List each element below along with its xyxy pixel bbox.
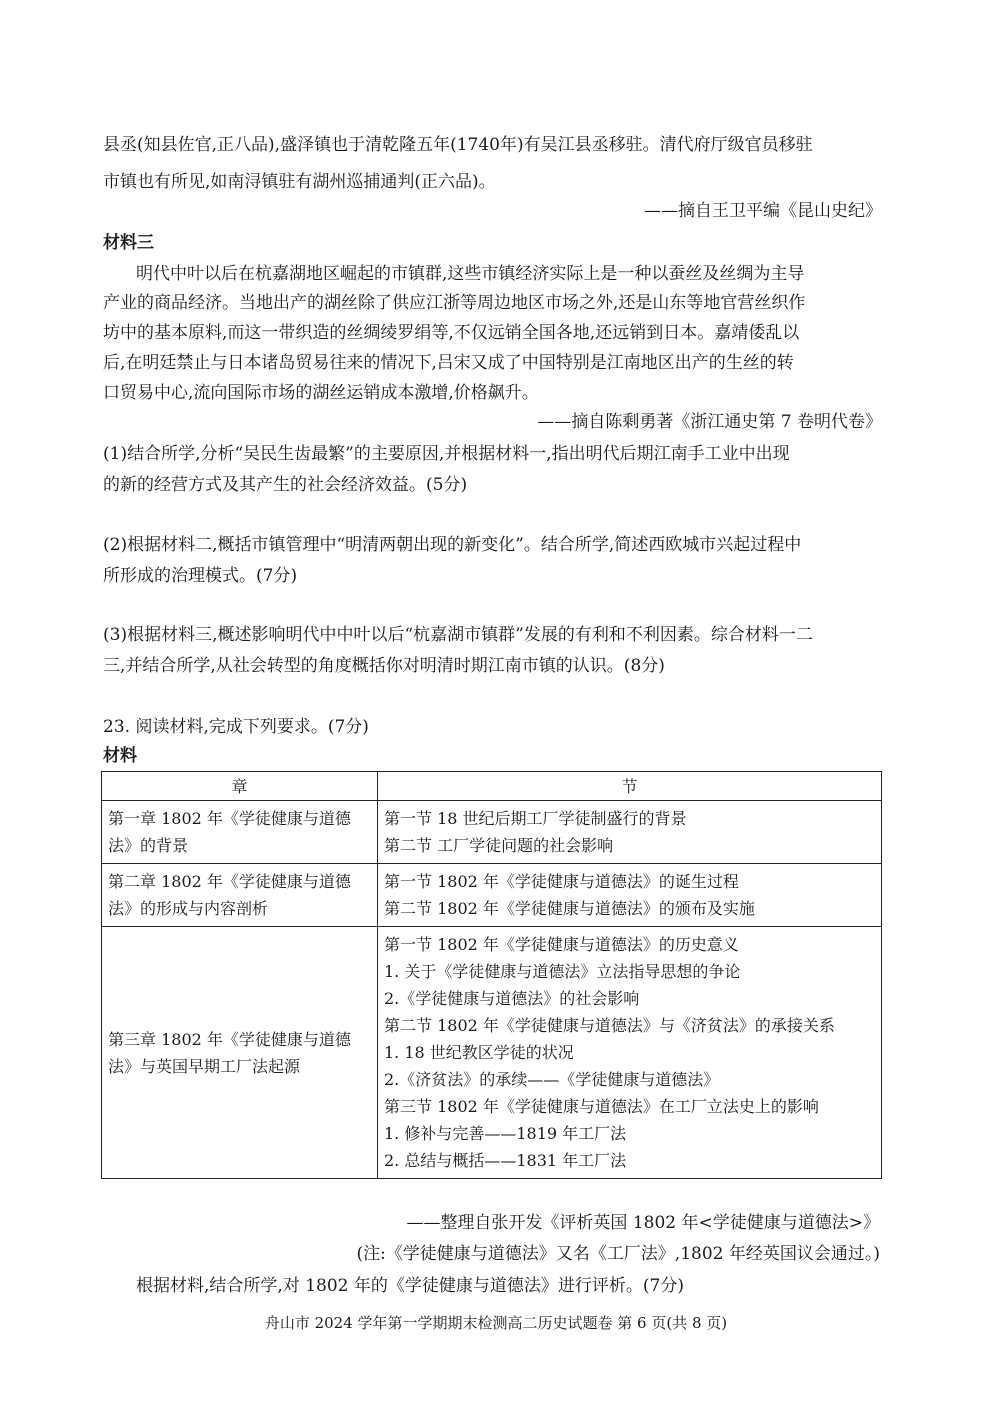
section-cell <box>378 927 882 1179</box>
section-item: 第一节 18 世纪后期工厂学徒制盛行的背景 <box>384 809 687 828</box>
section-item: 2.《济贫法》的承续——《学徒健康与道德法》 <box>384 1070 720 1089</box>
section-cell <box>378 801 882 864</box>
header-chapter: 章 <box>102 772 378 801</box>
intro-line-1: 县丞(知县佐官,正八品),盛泽镇也于清乾隆五年(1740年)有吴江县丞移驻。清代府厅级官员移驻 <box>103 135 813 155</box>
q23-title: 23. 阅读材料,完成下列要求。(7分) <box>103 717 369 737</box>
table-row <box>102 801 882 864</box>
intro-source: ——摘自王卫平编《昆山史纪》 <box>644 201 882 221</box>
question-2-line-1: (2)根据材料二,概括市镇管理中“明清两朝出现的新变化”。结合所学,简述西欧城市兴起过程中 <box>103 535 802 555</box>
section-item: 第一节 1802 年《学徒健康与道德法》的诞生过程 <box>384 872 739 891</box>
section-item: 1. 修补与完善——1819 年工厂法 <box>384 1124 627 1143</box>
section-item: 第三节 1802 年《学徒健康与道德法》在工厂立法史上的影响 <box>384 1097 819 1116</box>
section-item: 第一节 1802 年《学徒健康与道德法》的历史意义 <box>384 935 739 954</box>
question-2-line-2: 所形成的治理模式。(7分) <box>103 566 298 586</box>
material3-line-4: 后,在明廷禁止与日本诸岛贸易往来的情况下,吕宋又成了中国特别是江南地区出产的生丝的转 <box>103 353 794 373</box>
material3-line-5: 口贸易中心,流向国际市场的湖丝运销成本激增,价格飙升。 <box>103 383 539 403</box>
question-3-line-2: 三,并结合所学,从社会转型的角度概括你对明清时期江南市镇的认识。(8分) <box>103 656 665 676</box>
chapter-outline-table <box>101 771 882 1179</box>
q23-question: 根据材料,结合所学,对 1802 年的《学徒健康与道德法》进行评析。(7分) <box>136 1276 684 1296</box>
material3-line-1: 明代中叶以后在杭嘉湖地区崛起的市镇群,这些市镇经济实际上是一种以蚕丝及丝绸为主导 <box>136 264 805 284</box>
section-item: 第二节 工厂学徒问题的社会影响 <box>384 836 614 855</box>
section-item: 2.《学徒健康与道德法》的社会影响 <box>384 989 640 1008</box>
q23-note: (注:《学徒健康与道德法》又名《工厂法》,1802 年经英国议会通过。) <box>356 1244 880 1264</box>
section-item: 第二节 1802 年《学徒健康与道德法》与《济贫法》的承接关系 <box>384 1016 835 1035</box>
question-3-line-1: (3)根据材料三,概述影响明代中中叶以后“杭嘉湖市镇群”发展的有利和不利因素。综合材料一二 <box>103 625 813 645</box>
section-item: 1. 18 世纪教区学徒的状况 <box>384 1043 574 1062</box>
chapter-cell: 第三章 1802 年《学徒健康与道德法》与英国早期工厂法起源 <box>102 927 378 1179</box>
chapter-cell: 第二章 1802 年《学徒健康与道德法》的形成与内容剖析 <box>102 864 378 927</box>
section-cell <box>378 864 882 927</box>
table-row <box>102 927 882 1179</box>
table-row <box>102 864 882 927</box>
material3-source: ——摘自陈剩勇著《浙江通史第 7 卷明代卷》 <box>537 412 882 432</box>
intro-line-2: 市镇也有所见,如南浔镇驻有湖州巡捕通判(正六品)。 <box>103 172 496 192</box>
question-1-line-1: (1)结合所学,分析“吴民生齿最繁”的主要原因,并根据材料一,指出明代后期江南手工业中出现 <box>103 444 790 464</box>
page-footer: 舟山市 2024 学年第一学期期末检测高二历史试题卷 第 6 页(共 8 页) <box>264 1314 728 1332</box>
header-section: 节 <box>378 772 882 801</box>
q23-material-label: 材料 <box>103 746 137 766</box>
section-item: 第二节 1802 年《学徒健康与道德法》的颁布及实施 <box>384 899 755 918</box>
table-header-row <box>102 772 882 801</box>
material3-line-2: 产业的商品经济。当地出产的湖丝除了供应江浙等周边地区市场之外,还是山东等地官营丝织作 <box>103 293 806 313</box>
material3-heading: 材料三 <box>103 233 154 253</box>
section-item: 1. 关于《学徒健康与道德法》立法指导思想的争论 <box>384 962 741 981</box>
chapter-cell: 第一章 1802 年《学徒健康与道德法》的背景 <box>102 801 378 864</box>
section-item: 2. 总结与概括——1831 年工厂法 <box>384 1151 627 1170</box>
question-1-line-2: 的新的经营方式及其产生的社会经济效益。(5分) <box>103 475 468 495</box>
material3-line-3: 坊中的基本原料,而这一带织造的丝绸绫罗绢等,不仅远销全国各地,还远销到日本。嘉靖倭乱以 <box>103 323 800 343</box>
q23-source: ——整理自张开发《评析英国 1802 年<学徒健康与道德法>》 <box>406 1213 880 1233</box>
